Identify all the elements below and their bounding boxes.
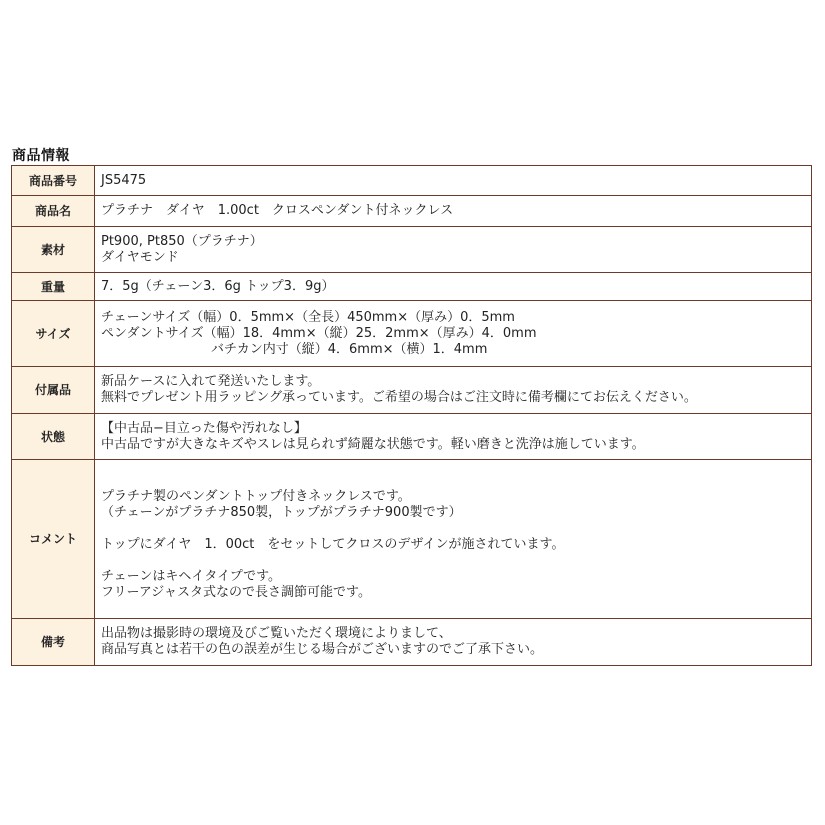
comment-line: フリーアジャスタ式なので長さ調節可能です。	[101, 585, 372, 600]
condition-line: 【中古品−目立った傷や汚れなし】	[101, 420, 307, 436]
condition-line: 中古品ですが大きなキズやスレは見られず綺麗な状態です。軽い磨きと洗浄は施しています。	[101, 436, 645, 452]
value-notes	[95, 619, 812, 666]
section-title: 商品情報	[12, 148, 70, 164]
value-size	[95, 301, 812, 367]
product-info-table	[11, 165, 812, 666]
value-product-number: JS5475	[95, 166, 812, 196]
comment-spacer	[101, 553, 805, 569]
row-condition	[12, 414, 812, 460]
comment-line: （チェーンがプラチナ850製，トップがプラチナ900製です）	[101, 505, 462, 520]
row-product-number	[12, 166, 812, 196]
comment-line: プラチナ製のペンダントトップ付きネックレスです。	[101, 489, 411, 504]
notes-line: 商品写真とは若干の色の誤差が生じる場合がございますのでご了承下さい。	[101, 642, 544, 657]
row-notes	[12, 619, 812, 666]
row-accessories	[12, 367, 812, 414]
label-product-name: 商品名	[12, 196, 95, 227]
material-line: ダイヤモンド	[101, 249, 179, 265]
value-condition	[95, 414, 812, 460]
value-weight: 7．5g（チェーン3．6g トップ3．9g）	[95, 273, 812, 301]
comment-line: トップにダイヤ 1．00ct をセットしてクロスのデザインが施されています。	[101, 537, 565, 552]
label-accessories: 付属品	[12, 367, 95, 414]
label-weight: 重量	[12, 273, 95, 301]
value-material	[95, 227, 812, 273]
label-comment: コメント	[12, 460, 95, 619]
size-line: ペンダントサイズ（幅）18．4mm×（縦）25．2mm×（厚み）4．0mm	[101, 325, 537, 341]
material-line: Pt900, Pt850（プラチナ）	[101, 233, 263, 249]
size-line: バチカン内寸（縦）4．6mm×（横）1．4mm	[211, 341, 488, 357]
accessories-line: 新品ケースに入れて発送いたします。	[101, 374, 321, 389]
size-line: チェーンサイズ（幅）0．5mm×（全長）450mm×（厚み）0．5mm	[101, 309, 515, 325]
row-size	[12, 301, 812, 367]
value-product-name: プラチナ ダイヤ 1.00ct クロスペンダント付ネックレス	[95, 196, 812, 227]
comment-line: チェーンはキヘイタイプです。	[101, 569, 282, 584]
notes-line: 出品物は撮影時の環境及びご覧いただく環境によりまして、	[101, 626, 452, 641]
value-comment	[95, 460, 812, 619]
value-accessories	[95, 367, 812, 414]
label-product-number: 商品番号	[12, 166, 95, 196]
row-weight	[12, 273, 812, 301]
label-material: 素材	[12, 227, 95, 273]
row-material	[12, 227, 812, 273]
accessories-line: 無料でプレゼント用ラッピング承っています。ご希望の場合はご注文時に備考欄にてお伝えください。	[101, 390, 697, 405]
row-product-name	[12, 196, 812, 227]
label-notes: 備考	[12, 619, 95, 666]
row-comment	[12, 460, 812, 619]
comment-spacer	[101, 521, 805, 537]
label-condition: 状態	[12, 414, 95, 460]
label-size: サイズ	[12, 301, 95, 367]
